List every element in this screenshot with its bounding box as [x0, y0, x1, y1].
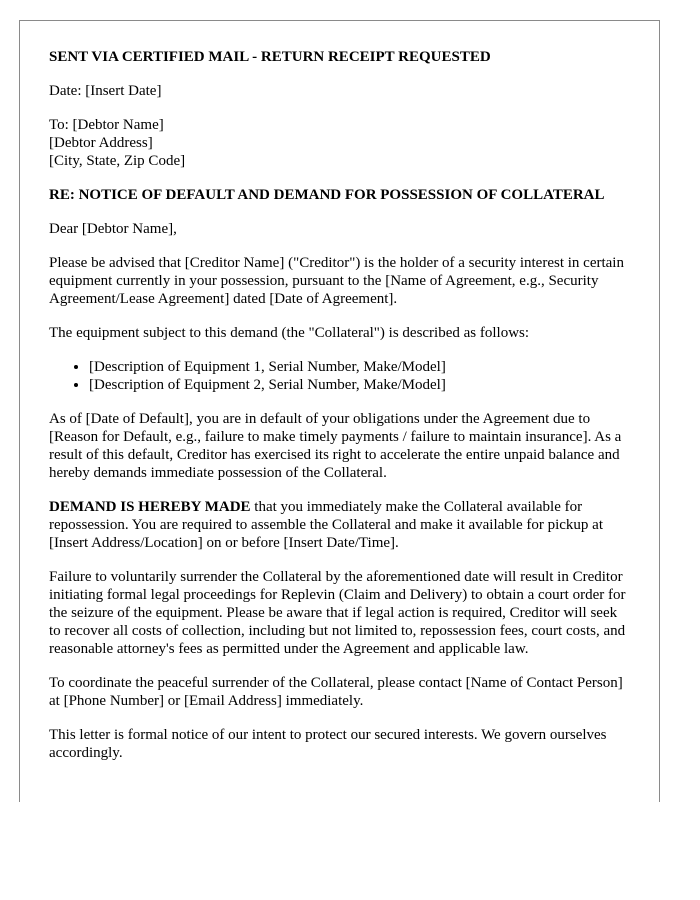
demand-lead: DEMAND IS HEREBY MADE	[49, 499, 251, 515]
recipient-block	[49, 116, 630, 170]
subject-line: RE: NOTICE OF DEFAULT AND DEMAND FOR POSSESSION OF COLLATERAL	[49, 187, 605, 203]
demand-text: that you immediately make the Collateral available for repossession. You are required to assemble the Collateral and make it available for pickup at [Insert Address/Location] on or before [Insert Date/Time].	[49, 499, 604, 551]
salutation: Dear [Debtor Name],	[49, 221, 177, 237]
equipment-list	[49, 358, 630, 394]
list-item: • [Description of Equipment 2, Serial Number, Make/Model]	[89, 376, 630, 394]
failure-paragraph: Failure to voluntarily surrender the Collateral by the aforementioned date will result in Creditor initiating formal legal proceedings for Replevin (Claim and Delivery) to obtain a court order for the seizure of the equipment. Please be aware that if legal action is required, Creditor will seek to recover all costs of collection, including but not limited to, repossession fees, court costs, and reasonable attorney's fees as permitted under the Agreement and applicable law.	[49, 569, 626, 657]
mail-notice: SENT VIA CERTIFIED MAIL - RETURN RECEIPT REQUESTED	[49, 49, 491, 65]
date-line: Date: [Insert Date]	[49, 83, 162, 99]
recipient-address: [Debtor Address]	[49, 135, 153, 151]
contact-paragraph: To coordinate the peaceful surrender of the Collateral, please contact [Name of Contact Person] at [Phone Number] or [Email Address] immediately.	[49, 675, 623, 709]
closing-paragraph: This letter is formal notice of our intent to protect our secured interests. We govern ourselves accordingly.	[49, 727, 607, 761]
default-paragraph: As of [Date of Default], you are in default of your obligations under the Agreement due to [Reason for Default, e.g., failure to make timely payments / failure to maintain insurance]. As a result of this default, Creditor has exercised its right to accelerate the entire unpaid balance and hereby demands immediate possession of the Collateral.	[49, 411, 622, 481]
recipient-name: To: [Debtor Name]	[49, 117, 164, 133]
list-item: • [Description of Equipment 1, Serial Number, Make/Model]	[89, 358, 630, 376]
recipient-city: [City, State, Zip Code]	[49, 153, 186, 169]
demand-paragraph	[49, 498, 630, 552]
letter-page	[19, 20, 660, 802]
intro-paragraph: Please be advised that [Creditor Name] ("Creditor") is the holder of a security interest in certain equipment currently in your possession, pursuant to the [Name of Agreement, e.g., Security Agreement/Lease Agreement] dated [Date of Agreement].	[49, 255, 624, 307]
collateral-paragraph: The equipment subject to this demand (the "Collateral") is described as follows:	[49, 325, 530, 341]
